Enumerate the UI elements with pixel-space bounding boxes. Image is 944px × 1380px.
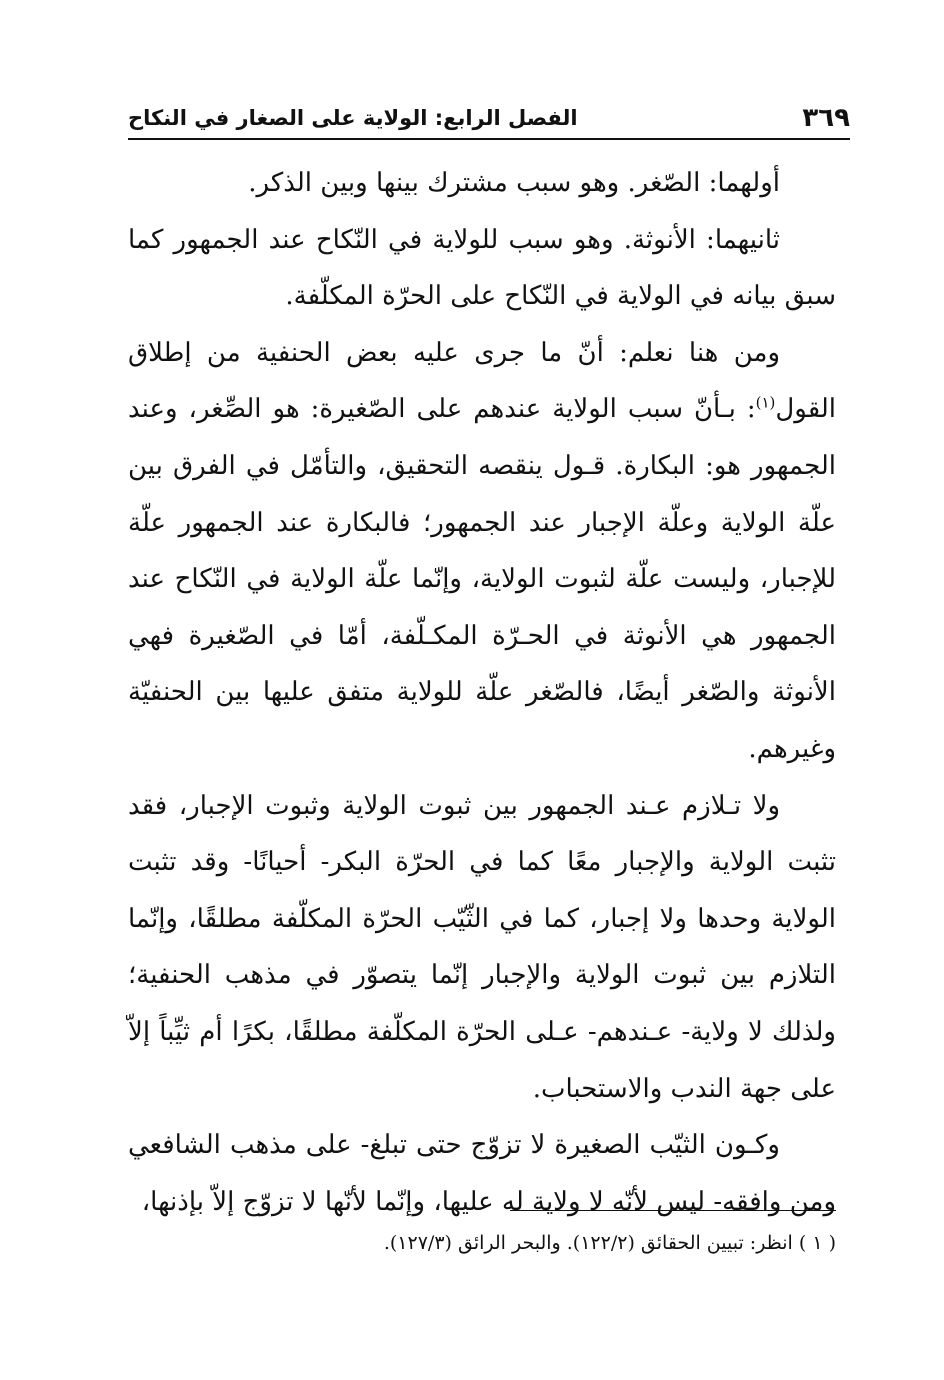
page-number: ٣٦٩ <box>802 103 850 133</box>
footnote-reference-mark: (١) <box>755 393 776 412</box>
header-rule <box>128 138 850 140</box>
footnote: ( ١ ) انظر: تبيين الحقائق (١٢٢/٢). والبحر الرائق (١٢٧/٣). <box>383 1232 836 1254</box>
paragraph-1: أولهما: الصّغر. وهو سبب مشترك بينها وبين الذكر. <box>248 168 780 198</box>
paragraph-5: وكـون الثيّب الصغيرة لا تزوّج حتى تبلغ- على مذهب الشافعي ومن وافقه- ليس لأنّه لا ولاية له عليها، وإنّما لأنّها لا تزوّج إلاّ بإذنها، <box>128 1130 836 1217</box>
paragraph-2: ثانيهما: الأنوثة. وهو سبب للولاية في النّكاح عند الجمهور كما سبق بيانه في الولاية في النّكاح على الحرّة المكلّفة. <box>128 224 836 312</box>
page-header <box>128 100 850 136</box>
paragraph-3-rest: : بـأنّ سبب الولاية عندهم على الصّغيرة: هو الصِّغر، وعند الجمهور هو: البكارة. قـول ينقصه التحقيق، والتأمّل في الفرق بين علّة الولاية وعلّة الإجبار عند الجمهور؛ فالبكارة عند الجمهور علّة للإجبار، وليست علّة لثبوت الولاية، وإنّما علّة الولاية في النّكاح عند الجمهور هي الأنوثة في الحـرّة المكـلّفة، أمّا في الصّغيرة فهي الأنوثة والصّغر أيضًا، فالصّغر علّة للولاية متفق عليها بين الحنفيّة وغيرهم. <box>128 394 836 764</box>
main-text <box>128 155 836 1230</box>
running-title: الفصل الرابع: الولاية على الصغار في النكاح <box>128 106 578 130</box>
paragraph-4: ولا تـلازم عـند الجمهور بين ثبوت الولاية وثبوت الإجبار، فقد تثبت الولاية والإجبار معًا كما في الحرّة البكر- أحيانًا- وقد تثبت الولاية وحدها ولا إجبار، كما في الثّيّب الحرّة المكلّفة مطلقًا، وإنّما التلازم بين ثبوت الولاية والإجبار إنّما يتصوّر في مذهب الحنفية؛ ولذلك لا ولاية- عـندهم- عـلى الحرّة المكلّفة مطلقًا، بكرًا أم ثيِّباً إلاّ على جهة الندب والاستحباب. <box>128 790 836 1104</box>
paragraph-3-text: ومن هنا نعلم: أنّ ما جرى عليه بعض الحنفية من إطلاق القول <box>128 337 836 425</box>
footnote-separator <box>510 1210 836 1211</box>
paragraph-3 <box>128 325 836 778</box>
